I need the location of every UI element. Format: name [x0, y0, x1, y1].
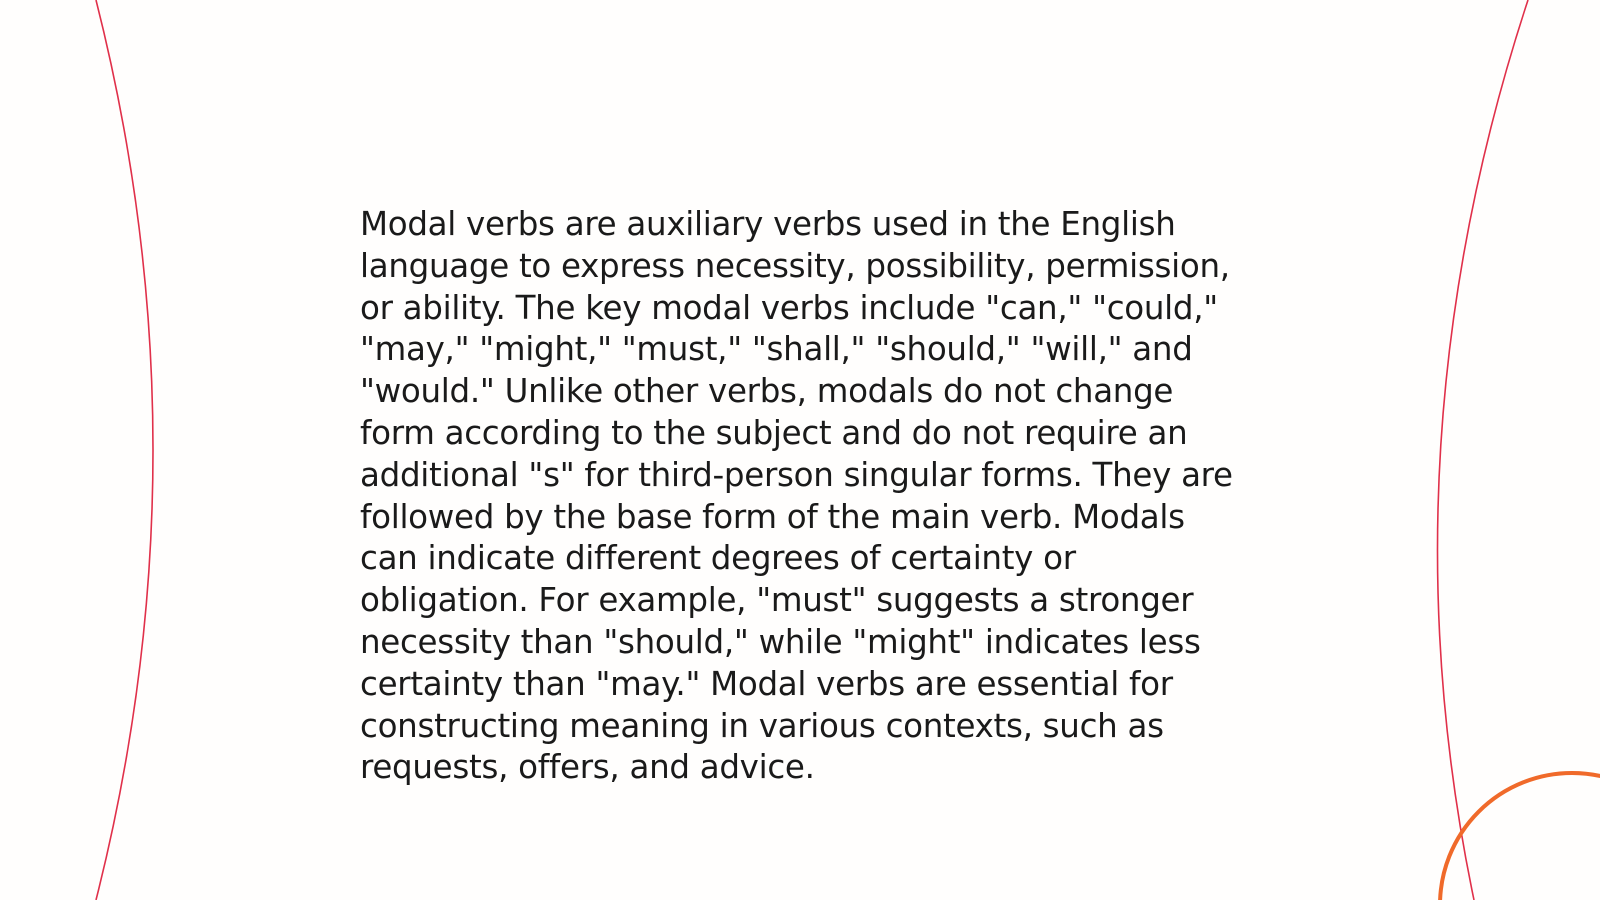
- left-curve-line: [96, 0, 153, 900]
- accent-circle: [1440, 773, 1600, 900]
- body-paragraph: Modal verbs are auxiliary verbs used in the English language to express necessity, possibility, permission, or ability. The key modal verbs include "can," "could," "may," "might," "must," "shall," "should," "will," and "would." Unlike other verbs, modals do not change form according to the subject and do not require an additional "s" for third-person singular forms. They are followed by the base form of the main verb. Modals can indicate different degrees of certainty or obligation. For example, "must" suggests a stronger necessity than "should," while "might" indicates less certainty than "may." Modal verbs are essential for constructing meaning in various contexts, such as requests, offers, and advice.: [360, 205, 1233, 787]
- right-curve-line: [1437, 0, 1528, 900]
